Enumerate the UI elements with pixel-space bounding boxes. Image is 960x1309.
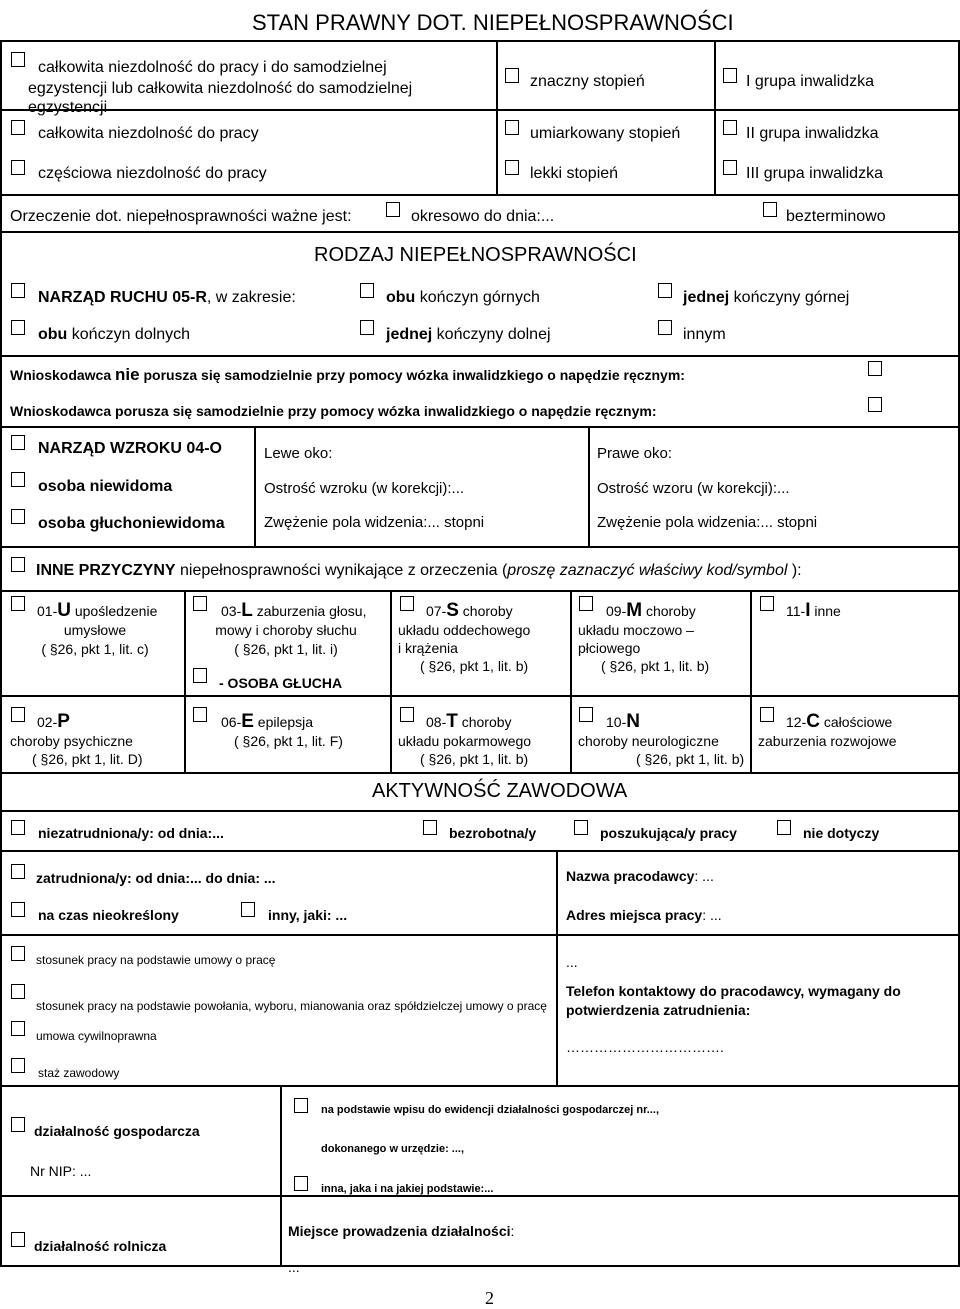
left-eye-label: Lewe oko:: [264, 445, 333, 462]
code-03-letter: L: [241, 600, 253, 621]
wheelchair-no-1: Wnioskodawca: [10, 367, 116, 383]
legal-status-title: STAN PRAWNY DOT. NIEPEŁNOSPRAWNOŚCI: [252, 10, 734, 35]
divider: [0, 934, 960, 936]
not-applicable-checkbox[interactable]: [777, 820, 791, 835]
code-12-checkbox[interactable]: [760, 707, 774, 722]
deafblind-checkbox[interactable]: [11, 509, 25, 524]
total-incapacity-clip: [28, 99, 108, 116]
degree-significant-checkbox[interactable]: [505, 68, 519, 83]
wheelchair-yes-label: Wnioskodawca porusza się samodzielnie przy pomocy wózka inwalidzkiego o napędzie ręcznym:: [10, 403, 657, 419]
code-07-letter: S: [446, 600, 459, 621]
group3-label: III grupa inwalidzka: [746, 165, 883, 182]
other-causes-checkbox[interactable]: [11, 557, 25, 572]
deaf-person-checkbox[interactable]: [193, 668, 207, 683]
other-limb-label: innym: [683, 326, 726, 343]
code-08-label: [426, 712, 512, 731]
business-place-bold: Miejsce prowadzenia działalności: [288, 1223, 511, 1239]
one-lower-checkbox[interactable]: [360, 320, 374, 335]
civil-contract-label: umowa cywilnoprawna: [36, 1029, 157, 1043]
acuity-right-field[interactable]: Ostrość wzoru (w korekcji):...: [597, 480, 790, 497]
code-09-text: choroby: [642, 603, 696, 619]
divider: [750, 590, 752, 772]
code-12-text: całościowe: [819, 714, 893, 730]
code-01-text: upośledzenie: [70, 603, 158, 619]
code-08-num: 08-: [426, 714, 447, 730]
field-right-field[interactable]: Zwężenie pola widzenia:... stopni: [597, 514, 818, 531]
divider: [280, 1085, 282, 1265]
code-03-line3: ( §26, pkt 1, lit. i): [234, 641, 338, 657]
phone-label-2: potwierdzenia zatrudnienia:: [566, 1002, 751, 1018]
phone-dots: …………………………….: [566, 1039, 724, 1055]
degree-light-label: lekki stopień: [530, 165, 619, 182]
other-causes-italic: proszę zaznaczyć właściwy kod/symbol: [507, 562, 788, 579]
appointment-label: stosunek pracy na podstawie powołania, wyboru, mianowania oraz spółdzielczej umowy o pracę: [36, 999, 547, 1013]
one-upper-bold: jednej: [683, 289, 730, 306]
group3-checkbox[interactable]: [723, 160, 737, 175]
right-eye-label: Prawe oko:: [597, 445, 673, 462]
code-02-line2: choroby psychiczne: [10, 733, 133, 749]
not-applicable-label: nie dotyczy: [803, 825, 880, 841]
code-01-checkbox[interactable]: [11, 596, 25, 611]
divider: [0, 850, 960, 852]
farming-checkbox[interactable]: [11, 1232, 25, 1247]
divider: [0, 194, 960, 196]
degree-light-checkbox[interactable]: [505, 160, 519, 175]
divider: [390, 590, 392, 772]
one-upper-checkbox[interactable]: [658, 283, 672, 298]
code-07-num: 07-: [426, 603, 447, 619]
other-limb-checkbox[interactable]: [658, 320, 672, 335]
code-08-text: choroby: [457, 714, 512, 730]
other-causes-end: ):: [787, 562, 802, 579]
divider: [184, 590, 186, 772]
wheelchair-no-2: nie: [115, 365, 140, 384]
code-08-line3: ( §26, pkt 1, lit. b): [420, 751, 529, 767]
code-07-line4: ( §26, pkt 1, lit. b): [420, 658, 529, 674]
code-10-checkbox[interactable]: [579, 707, 593, 722]
seniority-checkbox[interactable]: [11, 1058, 25, 1073]
code-12-num: 12-: [786, 714, 807, 730]
page-number: 2: [485, 1288, 494, 1308]
degree-moderate-checkbox[interactable]: [505, 120, 519, 135]
group2-label: II grupa inwalidzka: [746, 125, 879, 142]
one-lower-bold: jednej: [386, 326, 433, 343]
total-incapacity-label-1: całkowita niezdolność do pracy i do samodzielnej: [38, 59, 387, 76]
divider: [0, 426, 960, 428]
seniority-label: staż zawodowy: [38, 1066, 120, 1080]
total-incapacity-checkbox[interactable]: [11, 52, 25, 67]
divider: [0, 695, 960, 697]
divider: [254, 426, 256, 546]
divider: [0, 810, 960, 812]
both-upper-label: [386, 290, 540, 306]
both-upper-checkbox[interactable]: [360, 283, 374, 298]
acuity-left-field[interactable]: Ostrość wzroku (w korekcji):...: [264, 480, 465, 497]
code-09-line4: ( §26, pkt 1, lit. b): [601, 658, 710, 674]
jobless-checkbox[interactable]: [423, 820, 437, 835]
code-03-label: [221, 601, 366, 620]
indefinite-label: na czas nieokreślony: [38, 907, 179, 923]
code-07-checkbox[interactable]: [400, 596, 414, 611]
disability-type-title: RODZAJ NIEPEŁNOSPRAWNOŚCI: [314, 244, 637, 266]
nip-field[interactable]: Nr NIP: ...: [30, 1163, 92, 1179]
work-incapacity-checkbox[interactable]: [11, 120, 25, 135]
code-10-line3: ( §26, pkt 1, lit. b): [636, 751, 745, 767]
work-incapacity-label: całkowita niezdolność do pracy: [38, 125, 259, 142]
wheelchair-no-label: [10, 366, 685, 383]
code-09-label: [606, 601, 696, 620]
other-causes-text: niepełnosprawności wynikające z orzeczenia (: [175, 562, 508, 579]
code-07-line2: układu oddechowego: [398, 622, 531, 638]
divider: [714, 40, 716, 194]
code-02-line3: ( §26, pkt 1, lit. D): [32, 751, 143, 767]
wheelchair-no-3: porusza się samodzielnie przy pomocy wózka inwalidzkiego o napędzie ręcznym:: [139, 367, 685, 383]
seeking-checkbox[interactable]: [574, 820, 588, 835]
both-upper-rest: kończyn górnych: [415, 289, 540, 306]
seeking-label: poszukująca/y pracy: [600, 825, 737, 841]
code-11-num: 11-: [786, 603, 806, 619]
divider: [0, 1265, 960, 1267]
both-lower-rest: kończyn dolnych: [67, 326, 191, 343]
registry-checkbox[interactable]: [294, 1098, 308, 1113]
code-09-line3: płciowego: [578, 640, 641, 656]
validity-label: Orzeczenie dot. niepełnosprawności ważne jest:: [10, 208, 352, 225]
code-01-line3: ( §26, pkt 1, lit. c): [41, 641, 149, 657]
partial-incapacity-checkbox[interactable]: [11, 160, 25, 175]
code-01-num: 01-: [37, 603, 58, 619]
code-07-text: choroby: [458, 603, 513, 619]
code-03-text: zaburzenia głosu,: [252, 603, 367, 619]
code-01-line2: umysłowe: [63, 622, 127, 638]
employer-address-label: [566, 908, 722, 922]
movement-organ-suffix: , w zakresie:: [206, 289, 296, 306]
employer-name-dots: : ...: [694, 868, 714, 884]
blind-label: osoba niewidoma: [38, 478, 173, 495]
employer-name-bold: Nazwa pracodawcy: [566, 868, 695, 884]
registry-office-label: dokonanego w urzędzie: ...,: [321, 1143, 465, 1155]
divider: [496, 40, 498, 194]
employer-address-dots: : ...: [702, 907, 722, 923]
total-incapacity-label-2: egzystencji lub całkowita niezdolność do samodzielnej: [28, 80, 413, 97]
divider: [0, 590, 960, 592]
divider: [0, 1085, 960, 1087]
code-02-letter: P: [57, 711, 70, 732]
code-03-checkbox[interactable]: [193, 596, 207, 611]
validity-permanent-checkbox[interactable]: [763, 202, 777, 217]
other-contract-label: inny, jaki: ...: [268, 907, 348, 923]
validity-permanent-label: bezterminowo: [786, 208, 886, 225]
code-01-label: [37, 601, 157, 620]
code-03-num: 03-: [221, 603, 242, 619]
business-place-label: [288, 1224, 514, 1238]
divider: [570, 590, 572, 772]
code-11-checkbox[interactable]: [760, 596, 774, 611]
business-place-dots: ...: [288, 1259, 300, 1275]
employment-title: AKTYWNOŚĆ ZAWODOWA: [372, 780, 628, 802]
registry-other-checkbox[interactable]: [294, 1176, 308, 1191]
code-07-label: [426, 601, 513, 620]
code-06-line2: ( §26, pkt 1, lit. F): [234, 733, 343, 749]
employer-address-bold: Adres miejsca pracy: [566, 907, 703, 923]
registry-other-label: inna, jaka i na jakiej podstawie:...: [321, 1183, 494, 1195]
code-10-num: 10-: [606, 714, 627, 730]
divider: [0, 231, 960, 233]
divider: [0, 109, 960, 111]
both-lower-checkbox[interactable]: [11, 320, 25, 335]
employer-name-label: [566, 869, 714, 883]
code-09-letter: M: [626, 600, 643, 621]
other-causes-heading: [36, 563, 802, 579]
code-02-checkbox[interactable]: [11, 707, 25, 722]
indefinite-checkbox[interactable]: [11, 902, 25, 917]
employment-contract-label: stosunek pracy na podstawie umowy o pracę: [36, 953, 276, 967]
total-incapacity-label-3: egzystencji: [28, 99, 108, 116]
movement-organ-label: [38, 290, 296, 306]
degree-moderate-label: umiarkowany stopień: [530, 125, 681, 142]
jobless-label: bezrobotna/y: [449, 825, 537, 841]
code-12-letter: C: [806, 711, 820, 732]
group1-label: I grupa inwalidzka: [746, 73, 875, 90]
business-label: działalność gospodarcza: [34, 1123, 200, 1139]
code-10-line2: choroby neurologiczne: [578, 733, 719, 749]
wheelchair-yes-checkbox[interactable]: [868, 397, 882, 412]
code-08-letter: T: [446, 711, 458, 732]
divider: [0, 355, 960, 357]
code-06-checkbox[interactable]: [193, 707, 207, 722]
code-10-label: [606, 712, 640, 731]
divider: [588, 426, 590, 546]
movement-organ-code: NARZĄD RUCHU 05-R: [38, 289, 207, 306]
degree-significant-label: znaczny stopień: [530, 73, 645, 90]
group2-checkbox[interactable]: [723, 120, 737, 135]
one-lower-label: [386, 327, 551, 343]
vision-organ-checkbox[interactable]: [11, 435, 25, 450]
both-upper-bold: obu: [386, 289, 416, 306]
code-07-line3: i krążenia: [398, 640, 458, 656]
phone-label-1: Telefon kontaktowy do pracodawcy, wymagany do: [566, 983, 901, 999]
code-09-num: 09-: [606, 603, 627, 619]
code-09-checkbox[interactable]: [579, 596, 593, 611]
blind-checkbox[interactable]: [11, 472, 25, 487]
business-place-colon: :: [510, 1223, 515, 1239]
code-02-label: [37, 712, 70, 731]
both-lower-label: [38, 327, 190, 343]
code-11-letter: I: [805, 600, 811, 621]
movement-organ-checkbox[interactable]: [11, 283, 25, 298]
other-causes-bold: INNE PRZYCZYNY: [36, 562, 176, 579]
code-09-line2: układu moczowo –: [578, 622, 694, 638]
divider: [0, 40, 960, 42]
code-10-letter: N: [626, 711, 640, 732]
code-06-letter: E: [241, 711, 254, 732]
validity-temporary-checkbox[interactable]: [386, 202, 400, 217]
unemployed-checkbox[interactable]: [11, 820, 25, 835]
code-06-text: epilepsja: [253, 714, 314, 730]
code-11-text: inne: [810, 603, 841, 619]
code-06-label: [221, 712, 313, 731]
both-lower-bold: obu: [38, 326, 68, 343]
address-dots: ...: [566, 954, 578, 970]
code-03-line2: mowy i choroby słuchu: [215, 622, 357, 638]
divider: [0, 1195, 960, 1197]
one-lower-rest: kończyny dolnej: [432, 326, 551, 343]
deaf-person-label: - OSOBA GŁUCHA: [219, 675, 343, 691]
code-12-label: [786, 712, 892, 731]
code-08-checkbox[interactable]: [400, 707, 414, 722]
group1-checkbox[interactable]: [723, 68, 737, 83]
code-02-num: 02-: [37, 714, 58, 730]
employed-label: zatrudniona/y: od dnia:... do dnia: ...: [36, 870, 276, 886]
farming-label: działalność rolnicza: [34, 1238, 167, 1254]
wheelchair-no-checkbox[interactable]: [868, 361, 882, 376]
divider: [0, 772, 960, 774]
vision-organ-label: NARZĄD WZROKU 04-O: [38, 440, 222, 457]
code-11-label: [786, 601, 841, 620]
field-left-field[interactable]: Zwężenie pola widzenia:... stopni: [264, 514, 485, 531]
civil-contract-checkbox[interactable]: [11, 1021, 25, 1036]
unemployed-label: niezatrudniona/y: od dnia:...: [38, 825, 224, 841]
right-border: [958, 40, 960, 1266]
employed-checkbox[interactable]: [11, 864, 25, 879]
code-06-num: 06-: [221, 714, 242, 730]
one-upper-label: [683, 290, 849, 306]
one-upper-rest: kończyny górnej: [729, 289, 850, 306]
other-contract-checkbox[interactable]: [241, 902, 255, 917]
divider: [0, 546, 960, 548]
business-checkbox[interactable]: [11, 1117, 25, 1132]
deafblind-label: osoba głuchoniewidoma: [38, 515, 225, 532]
code-01-letter: U: [57, 600, 71, 621]
code-12-line2: zaburzenia rozwojowe: [758, 733, 897, 749]
appointment-checkbox[interactable]: [11, 984, 25, 999]
code-08-line2: układu pokarmowego: [398, 733, 532, 749]
partial-incapacity-label: częściowa niezdolność do pracy: [38, 165, 267, 182]
employment-contract-checkbox[interactable]: [11, 946, 25, 961]
divider: [556, 850, 558, 1085]
validity-temporary-label: okresowo do dnia:...: [411, 208, 555, 225]
registry-label: na podstawie wpisu do ewidencji działalności gospodarczej nr...,: [321, 1104, 660, 1116]
